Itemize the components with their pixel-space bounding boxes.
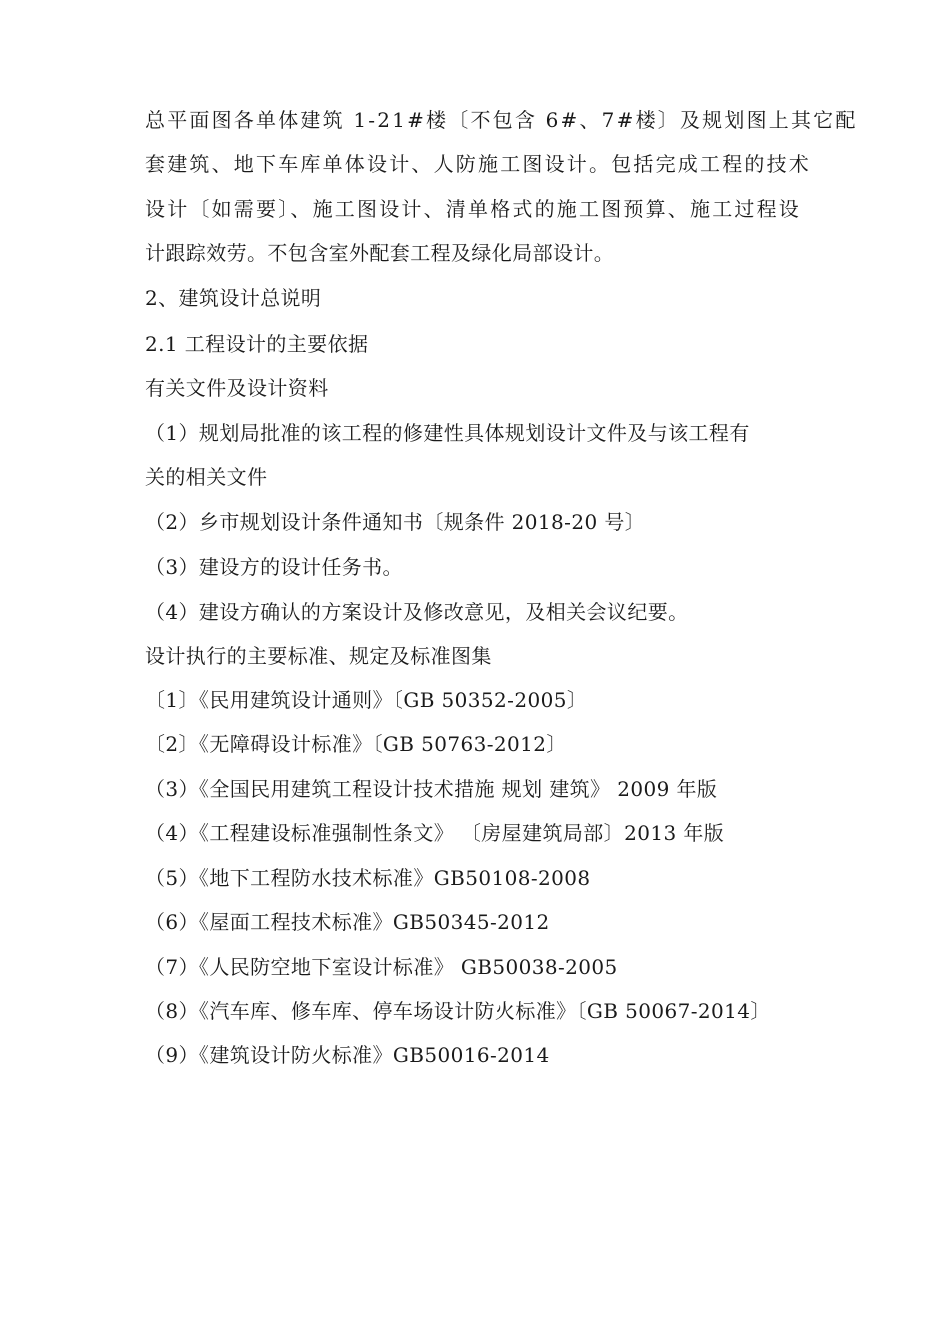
standards-list-item: （8）《汽车库、修车库、停车场设计防火标准》〔GB 50067-2014〕 [145,999,771,1023]
standards-heading: 设计执行的主要标准、规定及标准图集 [145,644,492,668]
intro-paragraph-line: 计跟踪效劳。不包含室外配套工程及绿化局部设计。 [145,241,615,265]
standards-list-item: （3）《全国民用建筑工程设计技术措施 规划 建筑》 2009 年版 [145,777,718,801]
standards-list-item: 〔2〕《无障碍设计标准》〔GB 50763-2012〕 [145,732,567,756]
files-list-item: （2）乡市规划设计条件通知书〔规条件 2018-20 号〕 [145,510,646,534]
subsection-heading: 2.1 工程设计的主要依据 [145,332,369,356]
standards-list-item: 〔1〕《民用建筑设计通则》〔GB 50352-2005〕 [145,688,588,712]
intro-paragraph-line: 套建筑、地下车库单体设计、人防施工图设计。包括完成工程的技术 [145,152,811,176]
standards-list-item: （9）《建筑设计防火标准》GB50016-2014 [145,1043,550,1067]
files-list-item: 关的相关文件 [145,465,268,489]
files-list-item: （4）建设方确认的方案设计及修改意见，及相关会议纪要。 [145,600,689,624]
intro-paragraph-line: 总平面图各单体建筑 1-21#楼〔不包含 6#、7#楼〕及规划图上其它配 [145,108,858,132]
section-heading: 2、建筑设计总说明 [145,286,322,310]
standards-list-item: （4）《工程建设标准强制性条文》 〔房屋建筑局部〕2013 年版 [145,821,725,845]
files-heading: 有关文件及设计资料 [145,376,329,400]
files-list-item: （3）建设方的设计任务书。 [145,555,403,579]
standards-list-item: （7）《人民防空地下室设计标准》 GB50038-2005 [145,955,618,979]
standards-list-item: （6）《屋面工程技术标准》GB50345-2012 [145,910,550,934]
files-list-item: （1）规划局批准的该工程的修建性具体规划设计文件及与该工程有 [145,421,750,445]
intro-paragraph-line: 设计〔如需要〕、施工图设计、清单格式的施工图预算、施工过程设 [145,197,801,221]
standards-list-item: （5）《地下工程防水技术标准》GB50108-2008 [145,866,591,890]
